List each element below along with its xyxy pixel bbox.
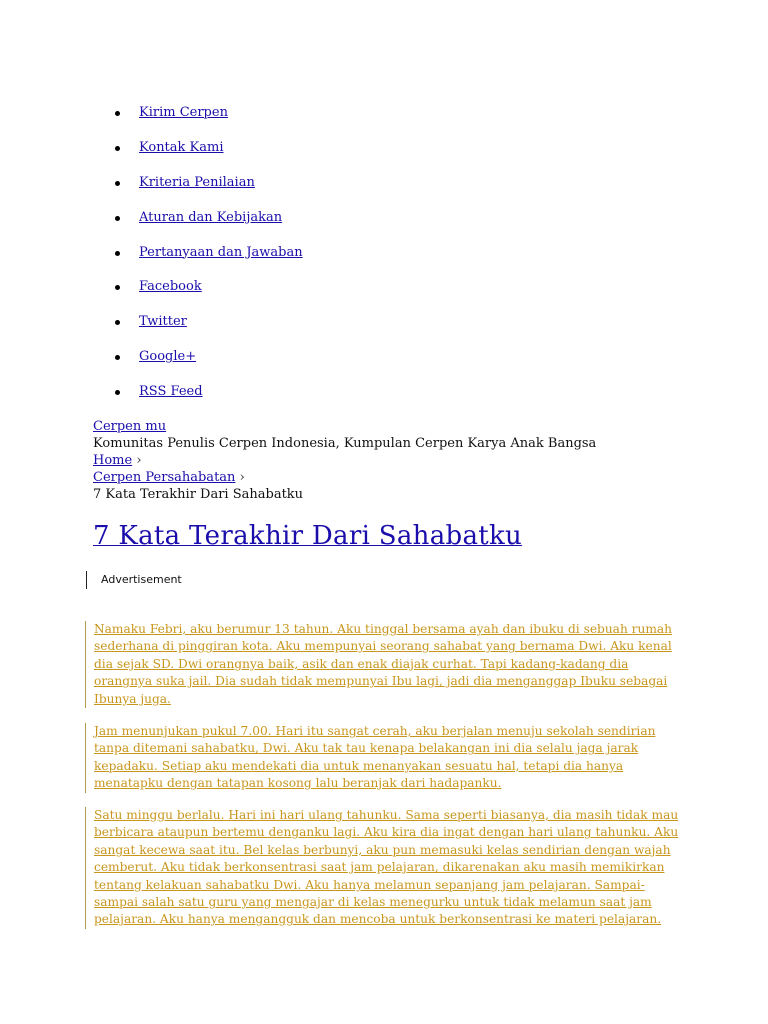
nav-item-rss-feed <box>0 375 303 410</box>
nav-item-kirim-cerpen <box>0 96 303 131</box>
site-tagline: Komunitas Penulis Cerpen Indonesia, Kumpulan Cerpen Karya Anak Bangsa <box>93 436 597 451</box>
nav-item-kontak-kami <box>0 131 303 166</box>
breadcrumb-home-row <box>93 452 596 469</box>
nav-item-twitter <box>0 305 303 340</box>
story-line: tentang kelakuan sahabatku Dwi. Aku hanya melamun sepanjang jam pelajaran. Sampai- <box>94 877 645 892</box>
nav-item-kriteria-penilaian <box>0 166 303 201</box>
nav-menu <box>0 96 303 410</box>
bullet-icon <box>115 216 120 221</box>
story-line: Ibunya juga. <box>94 691 171 706</box>
bullet-icon <box>115 181 120 186</box>
story-line: cemberut. Aku tidak berkonsentrasi saat jam pelajaran, dikarenakan aku masih memikirkan <box>94 860 665 875</box>
story-paragraph-link[interactable] <box>94 723 694 793</box>
nav-item-facebook <box>0 270 303 305</box>
story-line: Satu minggu berlalu. Hari ini hari ulang tahunku. Sama seperti biasanya, dia masih tidak mau <box>94 808 679 822</box>
breadcrumb-home-link[interactable]: Home <box>93 453 133 468</box>
breadcrumb-category-row <box>93 469 596 486</box>
nav-link-kirim-cerpen[interactable]: Kirim Cerpen <box>139 105 228 120</box>
nav-link-kontak-kami[interactable]: Kontak Kami <box>139 139 224 155</box>
site-name-link[interactable]: Cerpen mu <box>93 419 167 434</box>
breadcrumb-category-link[interactable]: Cerpen Persahabatan <box>93 470 236 485</box>
story-paragraph-link[interactable] <box>94 807 694 929</box>
advertisement-label: Advertisement <box>86 571 182 589</box>
nav-link-rss-feed[interactable]: RSS Feed <box>139 384 203 400</box>
story-line: kepadaku. Setiap aku mendekati dia untuk menanyakan sesuatu hal, tetapi dia hanya <box>94 758 624 773</box>
story-paragraph <box>85 807 694 929</box>
bullet-icon <box>115 251 120 256</box>
nav-link-google-plus[interactable]: Google+ <box>139 349 197 365</box>
site-header <box>93 418 596 503</box>
nav-item-pertanyaan-dan-jawaban <box>0 236 303 271</box>
story-paragraph <box>85 621 694 708</box>
story-line: sampai salah satu guru yang mengajar di kelas menegurku untuk tidak melamun saat jam <box>94 895 652 910</box>
story-line: Namaku Febri, aku berumur 13 tahun. Aku tinggal bersama ayah dan ibuku di sebuah rumah <box>94 622 673 636</box>
story-line: pelajaran. Aku hanya mengangguk dan mencoba untuk berkonsentrasi ke materi pelajaran. <box>94 912 662 927</box>
nav-link-aturan-dan-kebijakan[interactable]: Aturan dan Kebijakan <box>139 209 283 225</box>
story-line: Jam menunjukan pukul 7.00. Hari itu sangat cerah, aku berjalan menuju sekolah sendirian <box>94 724 656 738</box>
story-line: tanpa ditemani sahabatku, Dwi. Aku tak tau kenapa belakangan ini dia selalu jaga jarak <box>94 741 639 756</box>
bullet-icon <box>115 320 120 325</box>
page-title-link[interactable]: 7 Kata Terakhir Dari Sahabatku <box>93 521 523 551</box>
site-name-row <box>93 418 596 435</box>
story-line: berbicara ataupun bertemu denganku lagi. Aku kira dia ingat dengan hari ulang tahunku. Aku <box>94 825 679 840</box>
story-line: orangnya suka jail. Dia sudah tidak mempunyai Ibu lagi, jadi dia menganggap Ibuku sebagai <box>94 674 668 689</box>
story-paragraph <box>85 723 694 793</box>
story-line: menatapku dengan tatapan kosong lalu beranjak dari hadapanku. <box>94 776 502 791</box>
bullet-icon <box>115 111 120 116</box>
story-line: sederhana di pinggiran kota. Aku mempunyai seorang sahabat yang bernama Dwi. Aku kenal <box>94 639 672 654</box>
nav-link-kriteria-penilaian[interactable]: Kriteria Penilaian <box>139 174 255 190</box>
bullet-icon <box>115 285 120 290</box>
breadcrumb-current: 7 Kata Terakhir Dari Sahabatku <box>93 487 304 502</box>
bullet-icon <box>115 355 120 360</box>
nav-item-google-plus <box>0 340 303 375</box>
nav-link-twitter[interactable]: Twitter <box>139 314 187 330</box>
nav-item-aturan-dan-kebijakan <box>0 201 303 236</box>
story-line: sangat kecewa saat itu. Bel kelas berbunyi, aku pun memasuki kelas sendirian dengan wajah <box>94 842 671 857</box>
page-title <box>93 516 522 556</box>
breadcrumb-separator: › <box>136 453 142 468</box>
bullet-icon <box>115 146 120 151</box>
bullet-icon <box>115 390 120 395</box>
story-line: dia sejak SD. Dwi orangnya baik, asik dan enak diajak curhat. Tapi kadang-kadang dia <box>94 656 629 671</box>
story-paragraph-link[interactable] <box>94 621 694 708</box>
breadcrumb-separator: › <box>239 470 245 485</box>
nav-link-facebook[interactable]: Facebook <box>139 279 202 295</box>
nav-link-pertanyaan-dan-jawaban[interactable]: Pertanyaan dan Jawaban <box>139 244 303 260</box>
